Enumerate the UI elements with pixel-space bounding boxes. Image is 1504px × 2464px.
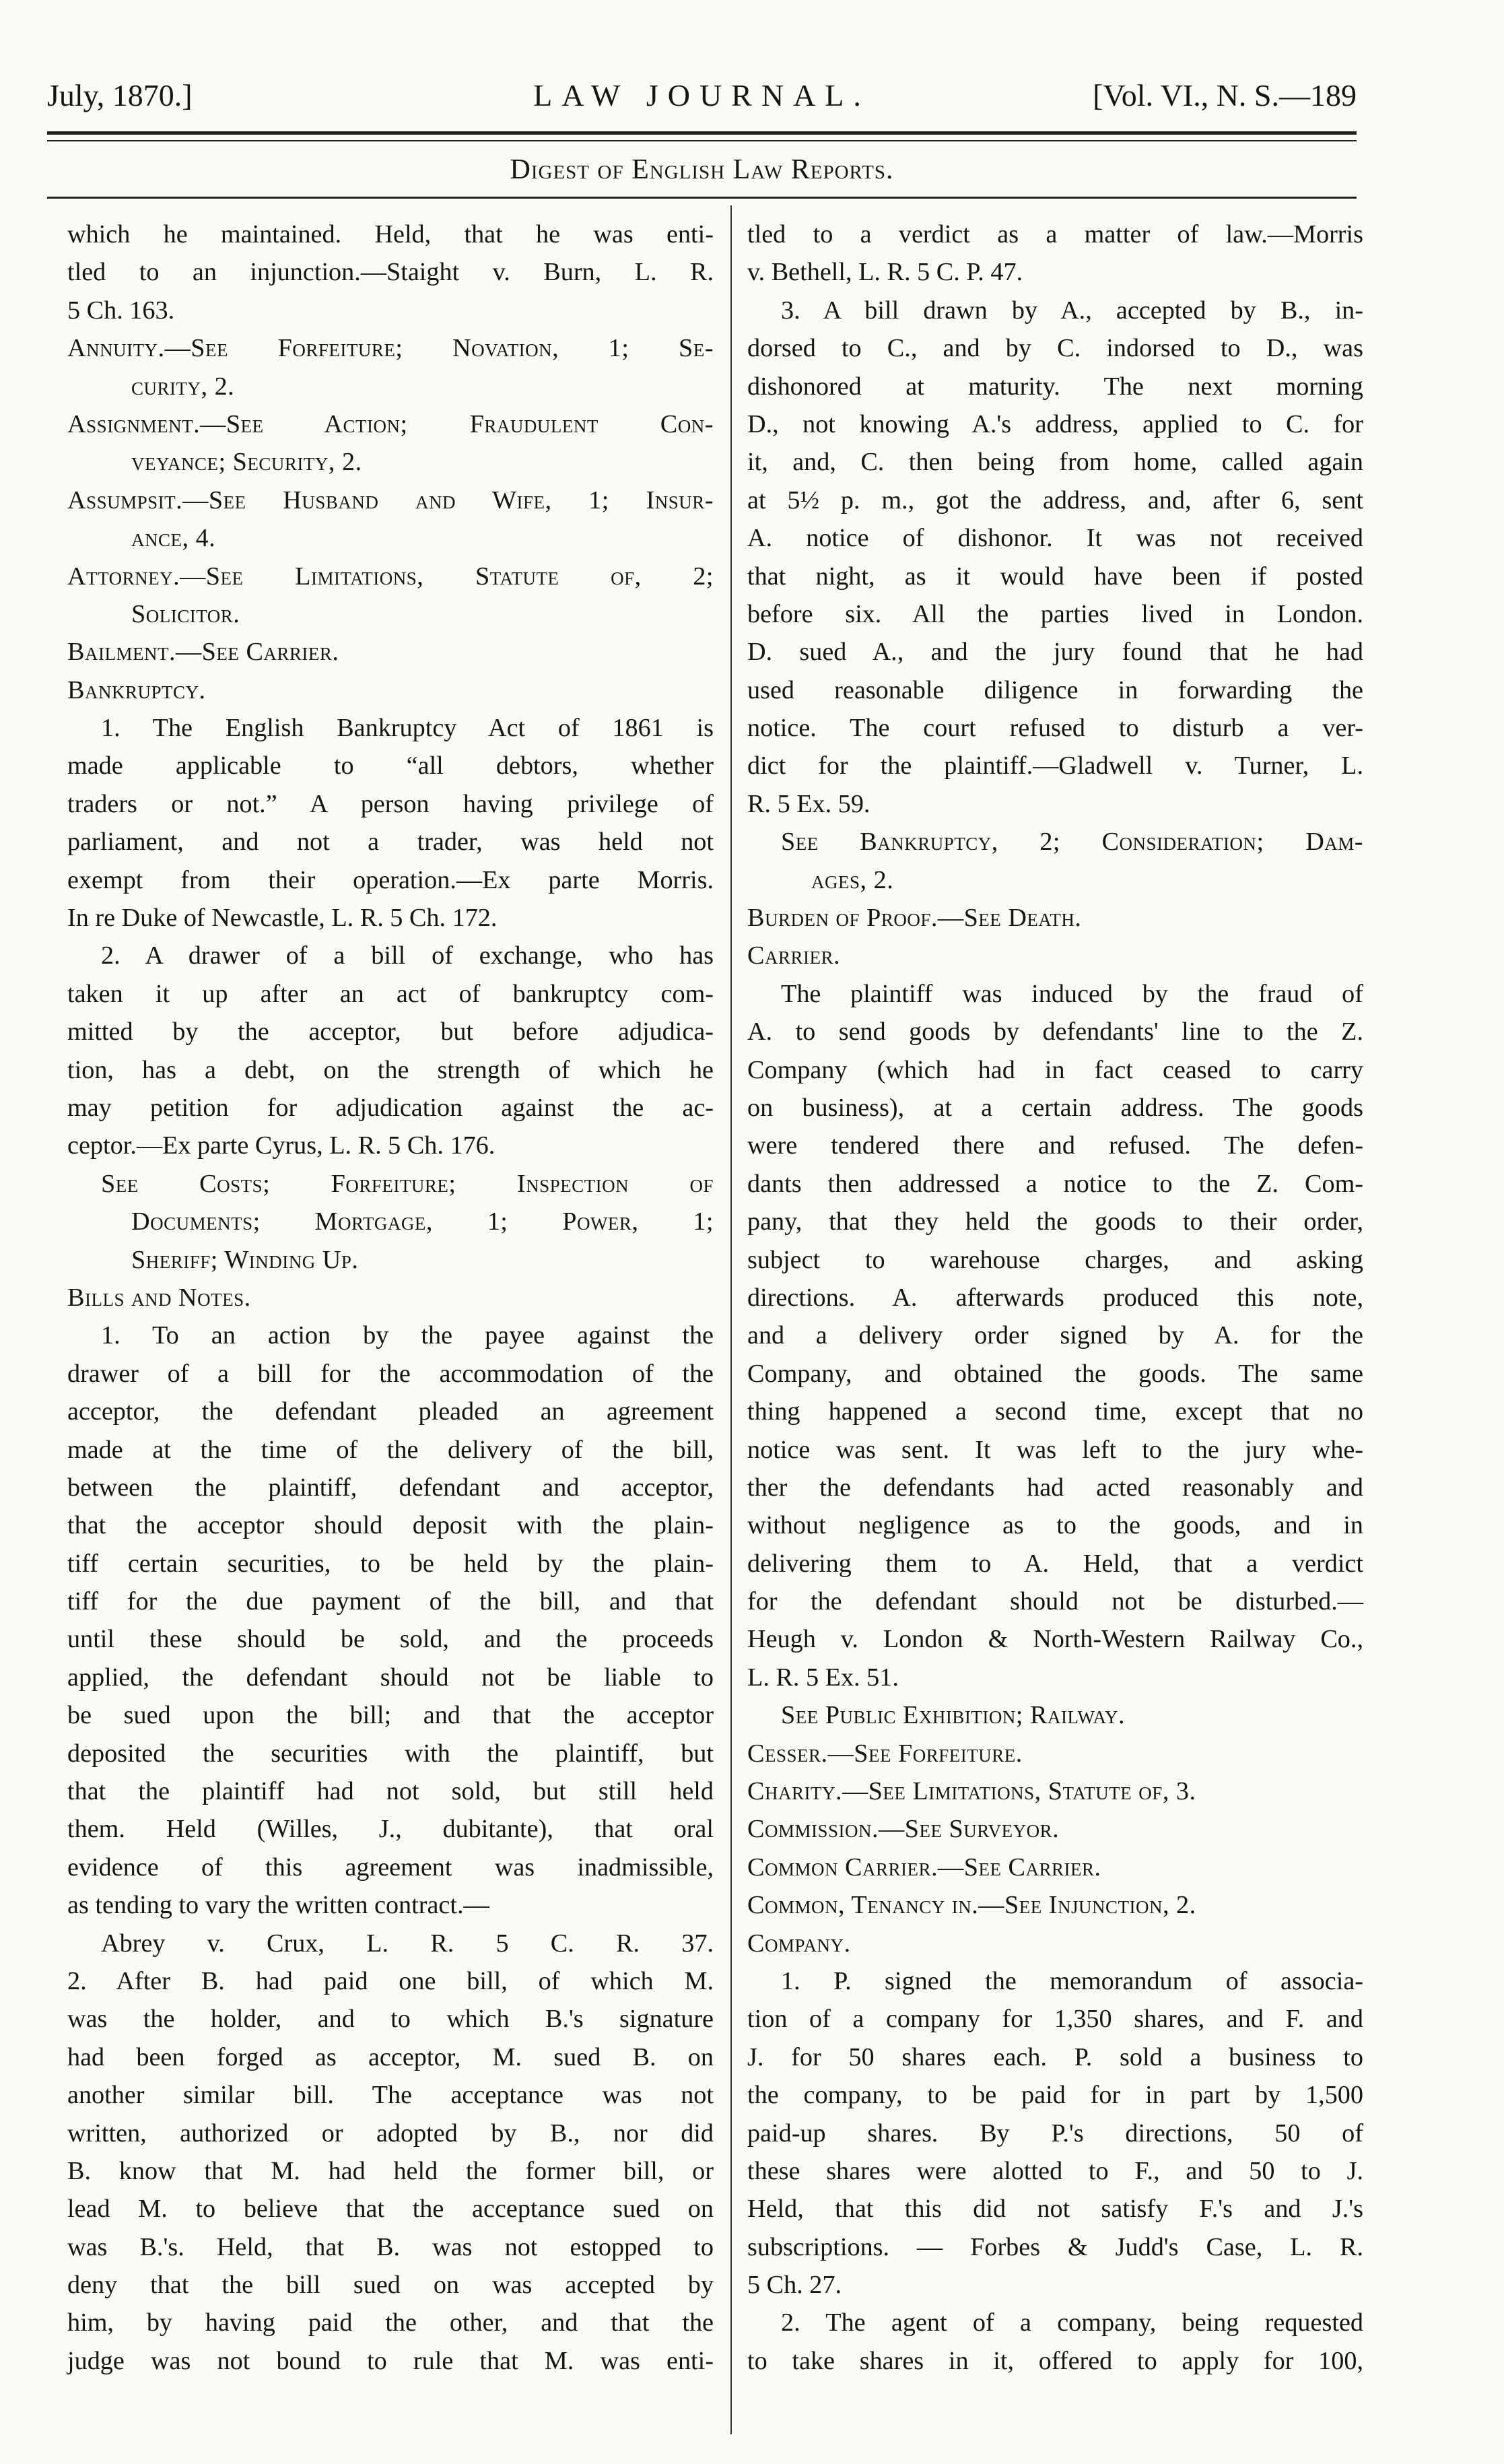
text-line: may petition for adjudication against the ac- [67,1093,714,1122]
index-entry-cont: curity, 2. [131,372,235,401]
text-line: 1. P. signed the memorandum of associa- [781,1966,1363,1995]
text-line: tion, has a debt, on the strength of which he [67,1055,714,1084]
text-line: acceptor, the defendant pleaded an agreement [67,1397,714,1426]
index-entry: Bailment.—See Carrier. [67,638,339,667]
text-line: dict for the plaintiff.—Gladwell v. Turner, L. [747,752,1363,780]
text-line: ther the defendants had acted reasonably and [747,1473,1363,1502]
header-rule-thin [47,140,1357,141]
text-line: 1. To an action by the payee against the [101,1321,714,1350]
text-line: dants then addressed a notice to the Z. Com- [747,1169,1363,1198]
text-line: thing happened a second time, except that no [747,1397,1363,1426]
text-line: made at the time of the delivery of the bill, [67,1435,714,1464]
text-line: traders or not.” A person having privilege of [67,789,714,818]
text-line: Heugh v. London & North-Western Railway Co., [747,1625,1363,1654]
text-line: Company (which had in fact ceased to carry [747,1055,1363,1084]
see-also: See Bankruptcy, 2; Consideration; Dam- [781,828,1363,857]
see-also: See Costs; Forfeiture; Inspection of [101,1169,714,1198]
text-line: made applicable to “all debtors, whether [67,752,714,780]
text-line: that night, as it would have been if posted [747,562,1363,591]
text-line: Abrey v. Crux, L. R. 5 C. R. 37. [101,1929,714,1958]
index-entry-cont: ance, 4. [131,524,216,553]
text-line: as tending to vary the written contract.— [67,1891,489,1920]
right-column [747,215,1363,2380]
text-line: had been forged as acceptor, M. sued B. on [67,2042,714,2071]
text-line: subject to warehouse charges, and asking [747,1245,1363,1274]
text-line: used reasonable diligence in forwarding the [747,675,1363,704]
text-line: and a delivery order signed by A. for the [747,1321,1363,1350]
text-line: these shares were alotted to F., and 50 to J. [747,2156,1363,2185]
text-line: D., not knowing A.'s address, applied to C. for [747,409,1363,438]
text-line: notice. The court refused to disturb a ver- [747,714,1363,743]
text-line: evidence of this agreement was inadmissible, [67,1853,714,1882]
text-line: for the defendant should not be disturbed.— [747,1587,1363,1616]
see-also-cont: ages, 2. [811,865,894,894]
index-entry: Assumpsit.—See Husband and Wife, 1; Insur- [67,486,714,514]
section-rule [47,197,1357,199]
text-line: were tendered there and refused. The defen- [747,1131,1363,1160]
index-entry: Cesser.—See Forfeiture. [747,1739,1023,1768]
text-line: directions. A. afterwards produced this note, [747,1283,1363,1312]
text-line: tion of a company for 1,350 shares, and F. and [747,2005,1363,2034]
text-line: that the acceptor should deposit with the plain- [67,1511,714,1540]
text-line: R. 5 Ex. 59. [747,789,870,818]
see-also-cont: Sheriff; Winding Up. [131,1245,359,1274]
journal-title: LAW JOURNAL. [533,78,870,112]
text-line: deny that the bill sued on was accepted by [67,2271,714,2300]
text-line: applied, the defendant should not be liable to [67,1663,714,1692]
index-heading: Bills and Notes. [67,1283,251,1312]
text-line: that the plaintiff had not sold, but still held [67,1777,714,1806]
text-line: Company, and obtained the goods. The same [747,1359,1363,1388]
text-line: dishonored at maturity. The next morning [747,372,1363,401]
header-rule-thick [47,131,1357,135]
text-line: tled to a verdict as a matter of law.—Morris [747,220,1363,248]
text-line: another similar bill. The acceptance was not [67,2081,714,2110]
text-line: dorsed to C., and by C. indorsed to D., was [747,334,1363,363]
text-line: drawer of a bill for the accommodation of the [67,1359,714,1388]
text-line: taken it up after an act of bankruptcy com- [67,979,714,1008]
header-date: July, 1870.] [47,78,193,112]
text-line: paid-up shares. By P.'s directions, 50 of [747,2119,1363,2147]
text-line: The plaintiff was induced by the fraud of [781,979,1363,1008]
text-line: judge was not bound to rule that M. was enti- [67,2346,714,2375]
text-line: 1. The English Bankruptcy Act of 1861 is [101,714,714,743]
index-heading: Carrier. [747,941,841,970]
index-entry: Commission.—See Surveyor. [747,1815,1060,1844]
text-line: it, and, C. then being from home, called again [747,448,1363,477]
text-line: notice was sent. It was left to the jury whe- [747,1435,1363,1464]
text-line: on business), at a certain address. The goods [747,1093,1363,1122]
index-heading: Bankruptcy. [67,675,206,704]
header-volume: [Vol. VI., N. S.—189 [1093,78,1357,112]
text-line: which he maintained. Held, that he was enti- [67,220,714,248]
index-entry-cont: Solicitor. [131,599,240,628]
text-line: between the plaintiff, defendant and acceptor, [67,1473,714,1502]
text-line: tled to an injunction.—Staight v. Burn, L. R. [67,258,714,287]
text-line: lead M. to believe that the acceptance sued on [67,2195,714,2224]
index-entry: Common, Tenancy in.—See Injunction, 2. [747,1891,1196,1920]
text-line: parliament, and not a trader, was held not [67,828,714,857]
index-entry: Assignment.—See Action; Fraudulent Con- [67,409,714,438]
index-entry: Common Carrier.—See Carrier. [747,1853,1101,1882]
text-line: tiff for the due payment of the bill, and that [67,1587,714,1616]
text-line: tiff certain securities, to be held by the plain- [67,1549,714,1578]
index-entry: Annuity.—See Forfeiture; Novation, 1; Se- [67,334,714,363]
text-line: A. to send goods by defendants' line to the Z. [747,1018,1363,1046]
column-divider [730,205,732,2434]
text-line: the company, to be paid for in part by 1,500 [747,2081,1363,2110]
index-entry: Charity.—See Limitations, Statute of, 3. [747,1777,1196,1806]
text-line: D. sued A., and the jury found that he had [747,638,1363,667]
see-also: See Public Exhibition; Railway. [781,1701,1126,1730]
index-heading: Company. [747,1929,851,1958]
text-line: before six. All the parties lived in London. [747,599,1363,628]
text-line: In re Duke of Newcastle, L. R. 5 Ch. 172. [67,904,498,933]
index-entry: Attorney.—See Limitations, Statute of, 2; [67,562,714,591]
index-entry: Burden of Proof.—See Death. [747,904,1082,933]
text-line: him, by having paid the other, and that the [67,2308,714,2337]
see-also-cont: Documents; Mortgage, 1; Power, 1; [131,1207,714,1236]
text-line: B. know that M. had held the former bill, or [67,2156,714,2185]
text-line: 3. A bill drawn by A., accepted by B., in- [781,296,1363,325]
section-title: Digest of English Law Reports. [510,154,894,185]
text-line: 5 Ch. 163. [67,296,175,325]
text-line: be sued upon the bill; and that the acceptor [67,1701,714,1730]
text-line: was the holder, and to which B.'s signature [67,2005,714,2034]
text-line: pany, that they held the goods to their order, [747,1207,1363,1236]
text-line: to take shares in it, offered to apply for 100, [747,2346,1363,2375]
text-line: subscriptions. — Forbes & Judd's Case, L. R. [747,2232,1363,2261]
text-line: mitted by the acceptor, but before adjudica- [67,1018,714,1046]
text-line: without negligence as to the goods, and in [747,1511,1363,1540]
index-entry-cont: veyance; Security, 2. [131,448,362,477]
text-line: Held, that this did not satisfy F.'s and J.'s [747,2195,1363,2224]
text-line: deposited the securities with the plaintiff, but [67,1739,714,1768]
text-line: written, authorized or adopted by B., nor did [67,2119,714,2147]
text-line: exempt from their operation.—Ex parte Morris. [67,865,714,894]
left-column [67,215,714,2380]
text-line: J. for 50 shares each. P. sold a business to [747,2042,1363,2071]
text-line: at 5½ p. m., got the address, and, after 6, sent [747,486,1363,514]
text-line: was B.'s. Held, that B. was not estopped to [67,2232,714,2261]
running-header [47,77,1357,125]
text-line: 2. A drawer of a bill of exchange, who has [101,941,714,970]
text-line: ceptor.—Ex parte Cyrus, L. R. 5 Ch. 176. [67,1131,495,1160]
text-line: delivering them to A. Held, that a verdict [747,1549,1363,1578]
text-line: A. notice of dishonor. It was not received [747,524,1363,553]
text-line: v. Bethell, L. R. 5 C. P. 47. [747,258,1023,287]
text-line: 2. After B. had paid one bill, of which M. [67,1966,714,1995]
text-line: them. Held (Willes, J., dubitante), that oral [67,1815,714,1844]
text-line: L. R. 5 Ex. 51. [747,1663,899,1692]
text-line: 5 Ch. 27. [747,2271,842,2300]
text-line: until these should be sold, and the proceeds [67,1625,714,1654]
text-line: 2. The agent of a company, being requested [781,2308,1363,2337]
